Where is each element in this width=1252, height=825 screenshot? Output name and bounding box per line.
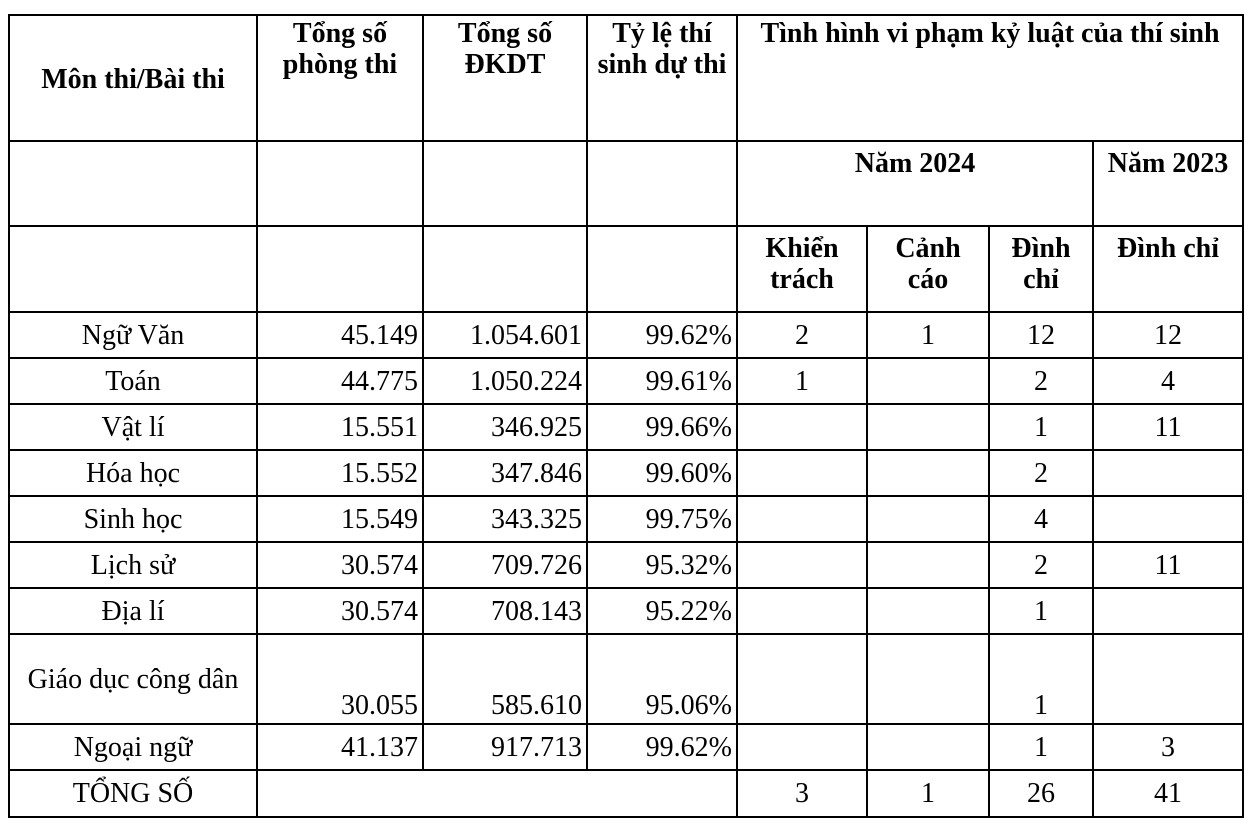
cell-suspension: 4 — [989, 496, 1093, 542]
cell-reprimand — [737, 496, 867, 542]
cell-subject: Địa lí — [9, 588, 257, 634]
cell-rate: 95.06% — [587, 634, 737, 724]
cell-suspension-2023 — [1093, 634, 1243, 724]
cell-rate: 99.62% — [587, 724, 737, 770]
empty-cell — [423, 141, 587, 226]
cell-suspension: 2 — [989, 542, 1093, 588]
empty-cell — [257, 141, 423, 226]
table-row — [9, 312, 1243, 358]
exam-violation-table — [8, 14, 1244, 818]
header-row-1 — [9, 15, 1243, 141]
cell-warning — [867, 542, 989, 588]
header-rate: Tỷ lệ thí sinh dự thi — [587, 15, 737, 141]
header-rooms: Tổng số phòng thi — [257, 15, 423, 141]
cell-subject: Giáo dục công dân — [9, 634, 257, 724]
table-row — [9, 404, 1243, 450]
header-row-3 — [9, 226, 1243, 312]
cell-warning — [867, 358, 989, 404]
cell-rate: 95.32% — [587, 542, 737, 588]
empty-cell — [423, 226, 587, 312]
cell-subject: Ngữ Văn — [9, 312, 257, 358]
cell-rooms: 30.574 — [257, 588, 423, 634]
cell-suspension: 1 — [989, 724, 1093, 770]
table-row — [9, 724, 1243, 770]
cell-reprimand — [737, 634, 867, 724]
cell-reprimand — [737, 588, 867, 634]
total-row — [9, 770, 1243, 817]
cell-reprimand — [737, 542, 867, 588]
cell-subject: Vật lí — [9, 404, 257, 450]
cell-suspension-2023: 11 — [1093, 404, 1243, 450]
cell-subject: Sinh học — [9, 496, 257, 542]
cell-registered: 343.325 — [423, 496, 587, 542]
table-row — [9, 358, 1243, 404]
cell-rooms: 15.549 — [257, 496, 423, 542]
cell-registered: 1.054.601 — [423, 312, 587, 358]
empty-cell — [9, 141, 257, 226]
cell-subject: Hóa học — [9, 450, 257, 496]
cell-suspension-2023: 3 — [1093, 724, 1243, 770]
cell-subject: Toán — [9, 358, 257, 404]
cell-suspension-2023: 12 — [1093, 312, 1243, 358]
empty-cell — [587, 226, 737, 312]
cell-registered: 1.050.224 — [423, 358, 587, 404]
cell-suspension: 1 — [989, 588, 1093, 634]
cell-total-suspension-2023: 41 — [1093, 770, 1243, 817]
cell-warning — [867, 450, 989, 496]
table-body — [9, 15, 1243, 817]
cell-registered: 347.846 — [423, 450, 587, 496]
empty-cell — [257, 226, 423, 312]
cell-reprimand — [737, 450, 867, 496]
cell-rate: 99.61% — [587, 358, 737, 404]
header-violations: Tình hình vi phạm kỷ luật của thí sinh — [737, 15, 1243, 141]
cell-reprimand — [737, 404, 867, 450]
header-suspension-2023: Đình chỉ — [1093, 226, 1243, 312]
cell-warning — [867, 634, 989, 724]
cell-warning: 1 — [867, 312, 989, 358]
cell-total-warning: 1 — [867, 770, 989, 817]
cell-rate: 99.60% — [587, 450, 737, 496]
cell-rooms: 44.775 — [257, 358, 423, 404]
cell-total-label: TỔNG SỐ — [9, 770, 257, 817]
header-suspension: Đình chỉ — [989, 226, 1093, 312]
cell-suspension-2023: 4 — [1093, 358, 1243, 404]
cell-registered: 346.925 — [423, 404, 587, 450]
header-registered: Tổng số ĐKDT — [423, 15, 587, 141]
cell-warning — [867, 724, 989, 770]
cell-rate: 99.62% — [587, 312, 737, 358]
table-row — [9, 588, 1243, 634]
cell-suspension-2023 — [1093, 450, 1243, 496]
cell-total-suspension: 26 — [989, 770, 1093, 817]
cell-suspension: 1 — [989, 404, 1093, 450]
cell-registered: 709.726 — [423, 542, 587, 588]
header-year-2024: Năm 2024 — [737, 141, 1093, 226]
cell-registered: 917.713 — [423, 724, 587, 770]
table-row — [9, 634, 1243, 724]
cell-warning — [867, 496, 989, 542]
table-row — [9, 496, 1243, 542]
header-subject: Môn thi/Bài thi — [9, 15, 257, 141]
cell-suspension: 2 — [989, 358, 1093, 404]
cell-registered: 585.610 — [423, 634, 587, 724]
cell-rooms: 30.055 — [257, 634, 423, 724]
header-reprimand: Khiển trách — [737, 226, 867, 312]
header-row-2 — [9, 141, 1243, 226]
cell-rate: 99.66% — [587, 404, 737, 450]
empty-cell — [587, 141, 737, 226]
cell-subject: Ngoại ngữ — [9, 724, 257, 770]
empty-cell — [257, 770, 737, 817]
cell-rooms: 45.149 — [257, 312, 423, 358]
cell-rooms: 15.551 — [257, 404, 423, 450]
cell-rate: 99.75% — [587, 496, 737, 542]
cell-rooms: 15.552 — [257, 450, 423, 496]
cell-suspension: 12 — [989, 312, 1093, 358]
cell-warning — [867, 404, 989, 450]
table-row — [9, 450, 1243, 496]
empty-cell — [9, 226, 257, 312]
cell-suspension: 1 — [989, 634, 1093, 724]
cell-suspension: 2 — [989, 450, 1093, 496]
cell-reprimand: 1 — [737, 358, 867, 404]
cell-registered: 708.143 — [423, 588, 587, 634]
header-year-2023: Năm 2023 — [1093, 141, 1243, 226]
cell-reprimand — [737, 724, 867, 770]
cell-suspension-2023 — [1093, 588, 1243, 634]
cell-rooms: 30.574 — [257, 542, 423, 588]
cell-rate: 95.22% — [587, 588, 737, 634]
cell-warning — [867, 588, 989, 634]
cell-suspension-2023: 11 — [1093, 542, 1243, 588]
cell-total-reprimand: 3 — [737, 770, 867, 817]
cell-subject: Lịch sử — [9, 542, 257, 588]
cell-suspension-2023 — [1093, 496, 1243, 542]
table-row — [9, 542, 1243, 588]
header-warning: Cảnh cáo — [867, 226, 989, 312]
cell-rooms: 41.137 — [257, 724, 423, 770]
cell-reprimand: 2 — [737, 312, 867, 358]
